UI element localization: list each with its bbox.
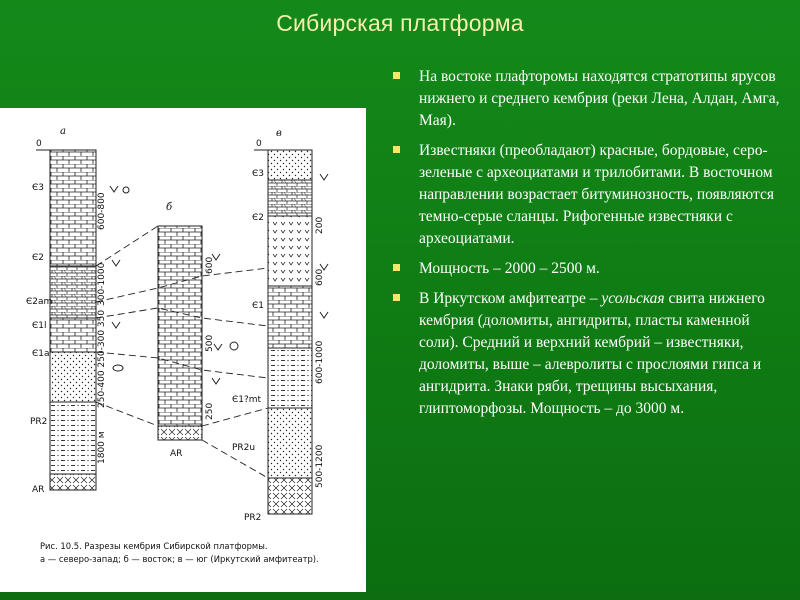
stratigraphic-diagram: [0, 108, 366, 592]
figure-caption: [40, 540, 360, 566]
column-v: [254, 150, 312, 514]
thickness-label: 600: [315, 268, 325, 286]
strat-label: Є1l: [32, 321, 47, 331]
thickness-label: 250-400 250-300 350: [97, 309, 107, 408]
strat-label: PR2: [244, 513, 262, 523]
square-bullet-icon: [393, 72, 400, 79]
thickness-label: 200: [315, 216, 325, 234]
bullet-list: [393, 66, 785, 428]
column-b: [158, 226, 202, 440]
figure-caption-line1: Рис. 10.5. Разрезы кембрия Сибирской платформы.: [40, 541, 268, 551]
strat-label: Є2: [252, 213, 265, 223]
bullet-item: [393, 140, 785, 250]
column-a: [36, 150, 96, 490]
figure-caption-line2: а — северо-запад; б — восток; в — юг (Иркутский амфитеатр).: [40, 554, 319, 564]
column-label-v: в: [276, 128, 282, 139]
column-label-a: а: [60, 126, 66, 137]
strat-label: PR2: [30, 417, 48, 427]
strat-label: AR: [32, 485, 45, 495]
strat-label: 0: [36, 139, 42, 149]
bullet-text: свита нижнего кембрия (доломиты, ангидриты, пласты каменной соли). Средний и верхний кембрий – известняки, доломиты, выше – алевролиты с прослоями гипса и ангидрита. Знаки ряби, трещины высыхания, глиптоморфозы. Мощность – до 3000 м.: [419, 290, 765, 417]
bullet-item: [393, 288, 785, 420]
strat-label: Є3: [32, 183, 45, 193]
strat-label: 0: [256, 139, 262, 149]
bullet-text: Мощность – 2000 – 2500 м.: [419, 260, 600, 277]
square-bullet-icon: [393, 264, 400, 271]
bullet-item: [393, 258, 785, 280]
bullet-text: Известняки (преобладают) красные, бордовые, серо-зеленые с археоциатами и трилобитами. В восточном направлении возрастает битуминозность, появляются темно-серые сланцы. Рифогенные известняки с археоциатами.: [419, 142, 775, 247]
column-label-b: б: [166, 202, 173, 213]
bullet-item: [393, 66, 785, 132]
thickness-label: 600: [205, 256, 215, 274]
bullet-text: На востоке плафторомы находятся стратотипы ярусов нижнего и среднего кембрия (реки Лена, Алдан, Амга, Мая).: [419, 68, 780, 129]
thickness-label: 600-1000: [315, 340, 325, 384]
thickness-label: 250: [205, 402, 215, 420]
strat-label: PR2u: [232, 443, 256, 453]
thickness-label: 600-800: [97, 192, 107, 230]
thickness-label: 1800 м: [97, 431, 107, 464]
stratigraphic-figure: [0, 108, 366, 592]
strat-label: Є2: [32, 253, 45, 263]
bullet-text: усольская: [601, 290, 665, 307]
bullet-text: В Иркутском амфитеатре –: [419, 290, 602, 307]
thickness-label: 500-1200: [315, 444, 325, 488]
strat-label: Є1a: [32, 349, 50, 359]
slide-title: Сибирская платформа: [276, 10, 524, 36]
square-bullet-icon: [393, 146, 400, 153]
strat-label: Є1: [252, 301, 265, 311]
strat-label: Є1?mt: [232, 395, 262, 405]
thickness-label: 500: [205, 334, 215, 352]
square-bullet-icon: [393, 294, 400, 301]
strat-label: Є3: [252, 169, 265, 179]
strat-label: AR: [170, 449, 183, 459]
strat-label: Є2am: [26, 297, 53, 307]
thickness-label: 300-1000: [97, 262, 107, 306]
